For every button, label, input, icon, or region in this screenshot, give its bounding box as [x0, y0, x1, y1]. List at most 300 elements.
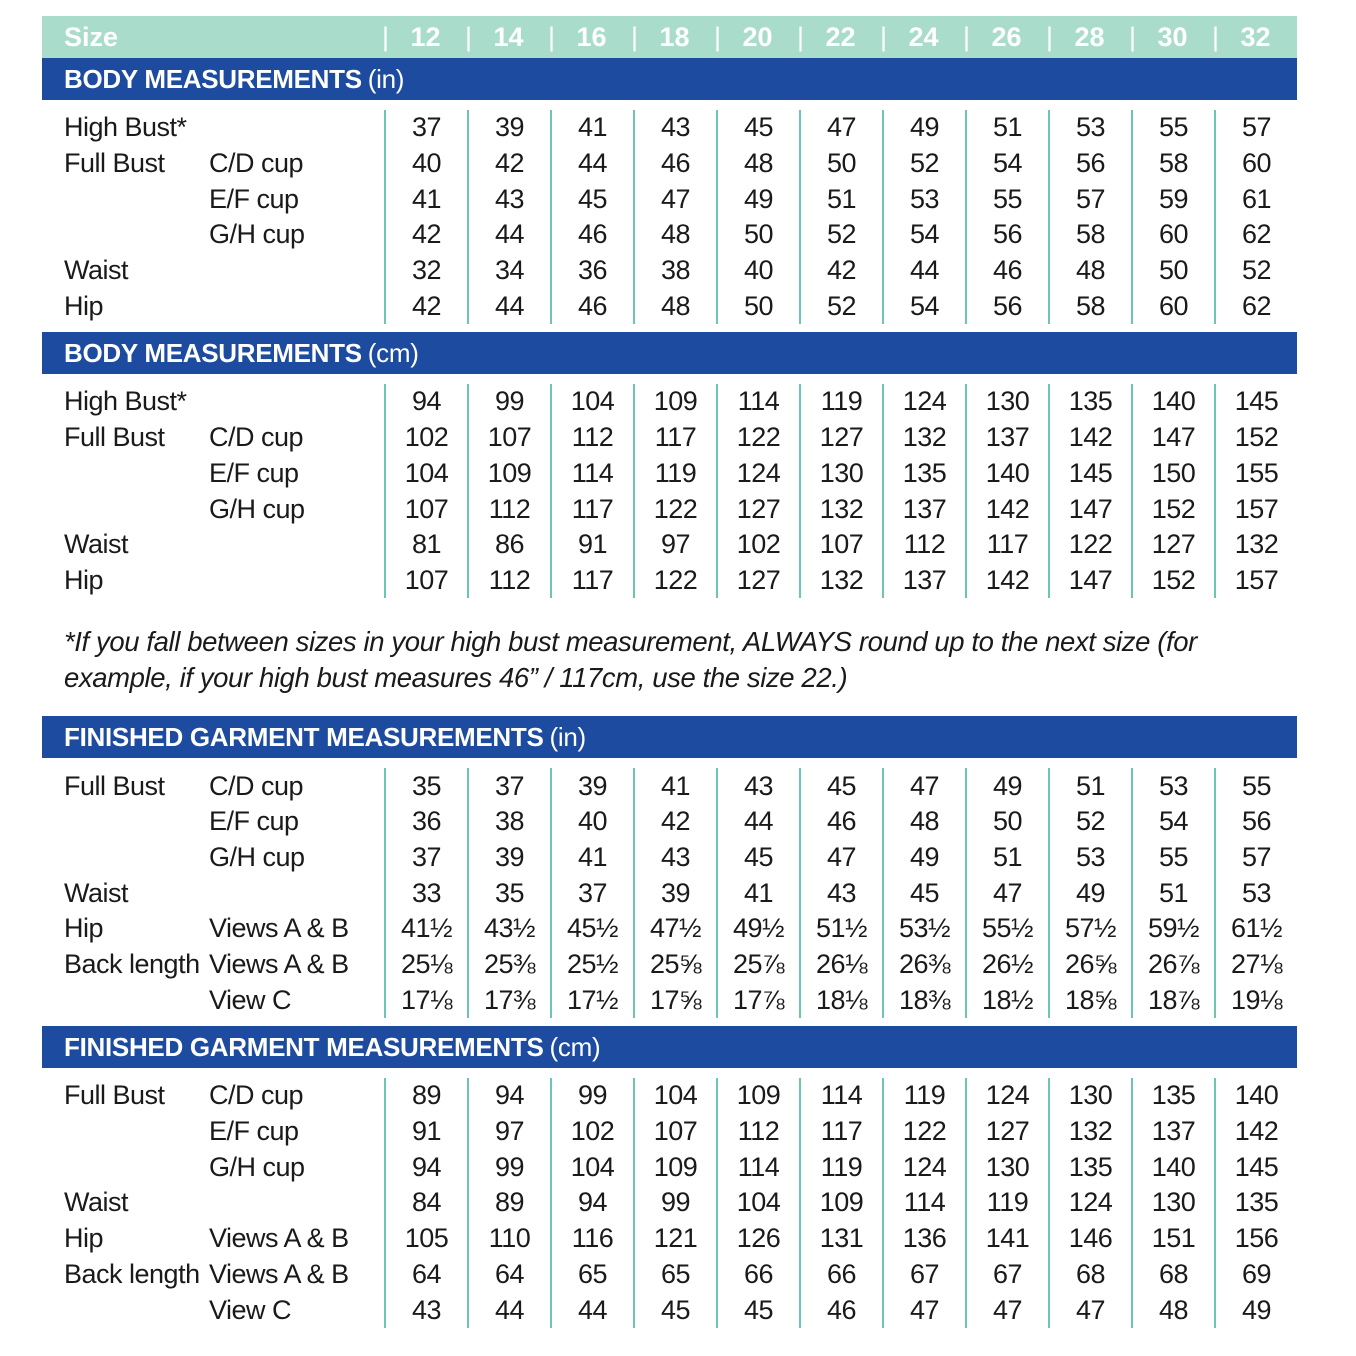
value-cell: 68 — [1048, 1257, 1131, 1293]
value-cell: 59½ — [1131, 911, 1214, 947]
value-cell: 25⅛ — [384, 947, 467, 983]
value-cell: 119 — [882, 1078, 965, 1114]
value-cell: 107 — [633, 1114, 716, 1150]
value-cell: 140 — [1131, 1149, 1214, 1185]
table-row — [42, 288, 1297, 324]
value-cell: 102 — [384, 420, 467, 456]
value-cell: 46 — [633, 146, 716, 182]
table-row — [42, 1149, 1297, 1185]
value-cell: 51 — [799, 181, 882, 217]
row-sublabel: Views A & B — [209, 913, 349, 944]
value-cell: 130 — [1048, 1078, 1131, 1114]
value-cell: 49 — [716, 181, 799, 217]
value-cell: 157 — [1214, 563, 1297, 599]
table-row — [42, 110, 1297, 146]
value-cell: 145 — [1048, 456, 1131, 492]
value-cell: 114 — [550, 456, 633, 492]
value-cell: 54 — [882, 288, 965, 324]
table-row — [42, 911, 1297, 947]
size-column-header: | 12 — [384, 22, 467, 53]
value-cell: 99 — [633, 1185, 716, 1221]
value-cell: 44 — [716, 804, 799, 840]
value-cell: 57 — [1048, 181, 1131, 217]
value-cell: 58 — [1048, 217, 1131, 253]
table-row — [42, 804, 1297, 840]
value-cell: 47 — [882, 768, 965, 804]
value-cell: 64 — [384, 1257, 467, 1293]
value-cell: 65 — [633, 1257, 716, 1293]
value-cell: 54 — [1131, 804, 1214, 840]
value-cell: 48 — [633, 288, 716, 324]
row-sublabel: G/H cup — [209, 1151, 305, 1182]
value-cell: 122 — [1048, 527, 1131, 563]
value-cell: 137 — [882, 563, 965, 599]
value-cell: 132 — [799, 563, 882, 599]
row-sublabel: E/F cup — [209, 183, 299, 214]
value-cell: 65 — [550, 1257, 633, 1293]
value-cell: 53 — [1214, 875, 1297, 911]
value-cell: 41 — [550, 840, 633, 876]
value-cell: 54 — [965, 146, 1048, 182]
size-column-header: | 30 — [1131, 22, 1214, 53]
value-cell: 117 — [550, 491, 633, 527]
value-cell: 40 — [384, 146, 467, 182]
value-cell: 136 — [882, 1221, 965, 1257]
value-cell: 57 — [1214, 110, 1297, 146]
row-label: Waist — [64, 529, 128, 560]
value-cell: 114 — [799, 1078, 882, 1114]
value-cell: 67 — [965, 1257, 1048, 1293]
value-cell: 41 — [633, 768, 716, 804]
value-cell: 43½ — [467, 911, 550, 947]
value-cell: 64 — [467, 1257, 550, 1293]
value-cell: 119 — [799, 384, 882, 420]
value-cell: 91 — [384, 1114, 467, 1150]
value-cell: 42 — [384, 217, 467, 253]
value-cell: 52 — [799, 217, 882, 253]
table-row — [42, 1185, 1297, 1221]
row-sublabel: C/D cup — [209, 1080, 304, 1111]
size-column-header: | 16 — [550, 22, 633, 53]
value-cell: 62 — [1214, 217, 1297, 253]
row-sublabel: View C — [209, 1294, 292, 1325]
value-cell: 135 — [1048, 384, 1131, 420]
table-row — [42, 527, 1297, 563]
value-cell: 140 — [1131, 384, 1214, 420]
row-sublabel: Views A & B — [209, 949, 349, 980]
section-unit: (cm) — [367, 337, 419, 368]
value-cell: 135 — [1131, 1078, 1214, 1114]
row-sublabel: View C — [209, 984, 292, 1015]
value-cell: 46 — [550, 288, 633, 324]
value-cell: 44 — [550, 1292, 633, 1328]
value-cell: 56 — [1048, 146, 1131, 182]
row-label: Hip — [64, 913, 104, 944]
row-label: Hip — [64, 564, 104, 595]
section-unit: (in) — [367, 63, 405, 94]
value-cell: 42 — [467, 146, 550, 182]
section-title: BODY MEASUREMENTS — [64, 63, 362, 94]
section-unit: (in) — [549, 721, 586, 752]
value-cell: 43 — [633, 110, 716, 146]
value-cell: 42 — [633, 804, 716, 840]
value-cell: 51½ — [799, 911, 882, 947]
value-cell: 145 — [1214, 1149, 1297, 1185]
table-row — [42, 491, 1297, 527]
value-cell: 48 — [633, 217, 716, 253]
value-cell: 36 — [550, 253, 633, 289]
value-cell: 43 — [633, 840, 716, 876]
value-cell: 97 — [633, 527, 716, 563]
value-cell: 56 — [1214, 804, 1297, 840]
value-cell: 17⅜ — [467, 982, 550, 1018]
value-cell: 107 — [384, 563, 467, 599]
value-cell: 119 — [799, 1149, 882, 1185]
value-cell: 25⅞ — [716, 947, 799, 983]
value-cell: 155 — [1214, 456, 1297, 492]
value-cell: 122 — [716, 420, 799, 456]
value-cell: 47 — [799, 840, 882, 876]
value-cell: 152 — [1131, 491, 1214, 527]
value-cell: 45 — [633, 1292, 716, 1328]
value-cell: 127 — [716, 563, 799, 599]
value-cell: 51 — [1131, 875, 1214, 911]
table-row — [42, 840, 1297, 876]
value-cell: 112 — [716, 1114, 799, 1150]
table-row — [42, 563, 1297, 599]
value-cell: 140 — [1214, 1078, 1297, 1114]
value-cell: 17⅞ — [716, 982, 799, 1018]
value-cell: 127 — [799, 420, 882, 456]
value-cell: 26⅛ — [799, 947, 882, 983]
table-row — [42, 456, 1297, 492]
value-cell: 53 — [1131, 768, 1214, 804]
value-cell: 114 — [716, 384, 799, 420]
value-cell: 140 — [965, 456, 1048, 492]
table-row — [42, 875, 1297, 911]
value-cell: 44 — [467, 1292, 550, 1328]
table-row — [42, 1114, 1297, 1150]
value-cell: 49 — [882, 110, 965, 146]
value-cell: 114 — [716, 1149, 799, 1185]
value-cell: 109 — [633, 384, 716, 420]
value-cell: 61 — [1214, 181, 1297, 217]
value-cell: 57½ — [1048, 911, 1131, 947]
value-cell: 107 — [799, 527, 882, 563]
value-cell: 39 — [467, 840, 550, 876]
value-cell: 119 — [965, 1185, 1048, 1221]
measurement-table — [42, 100, 1297, 332]
value-cell: 46 — [550, 217, 633, 253]
section-unit: (cm) — [549, 1031, 601, 1062]
size-column-header: | 26 — [965, 22, 1048, 53]
value-cell: 51 — [1048, 768, 1131, 804]
row-sublabel: E/F cup — [209, 806, 299, 837]
size-columns — [384, 22, 1297, 53]
table-row — [42, 982, 1297, 1018]
value-cell: 151 — [1131, 1221, 1214, 1257]
value-cell: 17½ — [550, 982, 633, 1018]
row-label: High Bust* — [64, 386, 187, 417]
value-cell: 47 — [633, 181, 716, 217]
value-cell: 43 — [384, 1292, 467, 1328]
value-cell: 89 — [384, 1078, 467, 1114]
value-cell: 40 — [716, 253, 799, 289]
value-cell: 49 — [1048, 875, 1131, 911]
value-cell: 47 — [882, 1292, 965, 1328]
value-cell: 59 — [1131, 181, 1214, 217]
row-sublabel: G/H cup — [209, 493, 305, 524]
value-cell: 112 — [882, 527, 965, 563]
value-cell: 130 — [799, 456, 882, 492]
value-cell: 58 — [1131, 146, 1214, 182]
value-cell: 49 — [882, 840, 965, 876]
value-cell: 41 — [550, 110, 633, 146]
table-row — [42, 420, 1297, 456]
value-cell: 126 — [716, 1221, 799, 1257]
section-title: FINISHED GARMENT MEASUREMENTS — [64, 721, 544, 752]
value-cell: 18⅝ — [1048, 982, 1131, 1018]
value-cell: 43 — [799, 875, 882, 911]
row-sublabel: C/D cup — [209, 770, 304, 801]
value-cell: 127 — [965, 1114, 1048, 1150]
value-cell: 37 — [384, 840, 467, 876]
size-label: Size — [64, 21, 119, 52]
value-cell: 55 — [1131, 110, 1214, 146]
value-cell: 50 — [1131, 253, 1214, 289]
value-cell: 112 — [467, 563, 550, 599]
value-cell: 89 — [467, 1185, 550, 1221]
value-cell: 33 — [384, 875, 467, 911]
value-cell: 127 — [716, 491, 799, 527]
value-cell: 62 — [1214, 288, 1297, 324]
value-cell: 67 — [882, 1257, 965, 1293]
measurement-table — [42, 758, 1297, 1026]
value-cell: 36 — [384, 804, 467, 840]
value-cell: 81 — [384, 527, 467, 563]
value-cell: 66 — [799, 1257, 882, 1293]
value-cell: 49 — [1214, 1292, 1297, 1328]
value-cell: 35 — [467, 875, 550, 911]
value-cell: 53½ — [882, 911, 965, 947]
table-row — [42, 1221, 1297, 1257]
value-cell: 17⅛ — [384, 982, 467, 1018]
value-cell: 26⅞ — [1131, 947, 1214, 983]
value-cell: 45 — [550, 181, 633, 217]
row-label: Full Bust — [64, 770, 165, 801]
value-cell: 44 — [467, 217, 550, 253]
value-cell: 37 — [550, 875, 633, 911]
value-cell: 52 — [1048, 804, 1131, 840]
value-cell: 69 — [1214, 1257, 1297, 1293]
value-cell: 50 — [716, 288, 799, 324]
row-sublabel: E/F cup — [209, 457, 299, 488]
row-label: Full Bust — [64, 1080, 165, 1111]
value-cell: 117 — [633, 420, 716, 456]
row-sublabel: G/H cup — [209, 841, 305, 872]
value-cell: 49 — [965, 768, 1048, 804]
value-cell: 86 — [467, 527, 550, 563]
row-sublabel: Views A & B — [209, 1258, 349, 1289]
value-cell: 58 — [1048, 288, 1131, 324]
table-row — [42, 768, 1297, 804]
value-cell: 51 — [965, 840, 1048, 876]
measurement-table — [42, 374, 1297, 606]
row-sublabel: G/H cup — [209, 219, 305, 250]
table-row — [42, 181, 1297, 217]
value-cell: 107 — [467, 420, 550, 456]
value-cell: 45 — [799, 768, 882, 804]
section-header — [42, 1026, 1297, 1068]
value-cell: 46 — [965, 253, 1048, 289]
value-cell: 43 — [716, 768, 799, 804]
size-column-header: | 20 — [716, 22, 799, 53]
value-cell: 112 — [550, 420, 633, 456]
value-cell: 145 — [1214, 384, 1297, 420]
value-cell: 94 — [384, 384, 467, 420]
section-header — [42, 58, 1297, 100]
value-cell: 55 — [1214, 768, 1297, 804]
table-row — [42, 146, 1297, 182]
value-cell: 44 — [467, 288, 550, 324]
value-cell: 37 — [467, 768, 550, 804]
value-cell: 130 — [965, 384, 1048, 420]
size-column-header: | 32 — [1214, 22, 1297, 53]
value-cell: 152 — [1131, 563, 1214, 599]
value-cell: 137 — [965, 420, 1048, 456]
size-chart — [42, 16, 1297, 1336]
row-label: Back length — [64, 1258, 200, 1289]
value-cell: 142 — [1048, 420, 1131, 456]
value-cell: 119 — [633, 456, 716, 492]
value-cell: 40 — [550, 804, 633, 840]
size-column-header: | 24 — [882, 22, 965, 53]
value-cell: 37 — [384, 110, 467, 146]
value-cell: 48 — [1048, 253, 1131, 289]
value-cell: 102 — [716, 527, 799, 563]
value-cell: 127 — [1131, 527, 1214, 563]
value-cell: 35 — [384, 768, 467, 804]
section-finished-in — [42, 716, 1297, 1026]
value-cell: 157 — [1214, 491, 1297, 527]
value-cell: 38 — [467, 804, 550, 840]
value-cell: 109 — [467, 456, 550, 492]
value-cell: 114 — [882, 1185, 965, 1221]
value-cell: 42 — [384, 288, 467, 324]
value-cell: 135 — [1048, 1149, 1131, 1185]
value-cell: 147 — [1048, 491, 1131, 527]
value-cell: 137 — [882, 491, 965, 527]
value-cell: 48 — [1131, 1292, 1214, 1328]
value-cell: 39 — [550, 768, 633, 804]
value-cell: 26⅝ — [1048, 947, 1131, 983]
row-sublabel: E/F cup — [209, 1116, 299, 1147]
value-cell: 18⅛ — [799, 982, 882, 1018]
value-cell: 19⅛ — [1214, 982, 1297, 1018]
value-cell: 132 — [799, 491, 882, 527]
value-cell: 51 — [965, 110, 1048, 146]
value-cell: 135 — [882, 456, 965, 492]
value-cell: 104 — [384, 456, 467, 492]
value-cell: 27⅛ — [1214, 947, 1297, 983]
value-cell: 52 — [882, 146, 965, 182]
value-cell: 105 — [384, 1221, 467, 1257]
value-cell: 48 — [716, 146, 799, 182]
value-cell: 94 — [467, 1078, 550, 1114]
value-cell: 34 — [467, 253, 550, 289]
value-cell: 117 — [965, 527, 1048, 563]
table-row — [42, 217, 1297, 253]
value-cell: 104 — [716, 1185, 799, 1221]
value-cell: 61½ — [1214, 911, 1297, 947]
value-cell: 56 — [965, 217, 1048, 253]
value-cell: 60 — [1131, 217, 1214, 253]
high-bust-footnote: *If you fall between sizes in your high bust measurement, ALWAYS round up to the next size (for example, if your high bust measures 46” / 117cm, use the size 22.) — [64, 626, 1197, 694]
value-cell: 137 — [1131, 1114, 1214, 1150]
value-cell: 109 — [799, 1185, 882, 1221]
value-cell: 97 — [467, 1114, 550, 1150]
table-row — [42, 384, 1297, 420]
value-cell: 147 — [1131, 420, 1214, 456]
value-cell: 41½ — [384, 911, 467, 947]
value-cell: 48 — [882, 804, 965, 840]
value-cell: 102 — [550, 1114, 633, 1150]
value-cell: 124 — [1048, 1185, 1131, 1221]
value-cell: 54 — [882, 217, 965, 253]
row-sublabel: C/D cup — [209, 422, 304, 453]
value-cell: 25⅝ — [633, 947, 716, 983]
section-header — [42, 716, 1297, 758]
value-cell: 25⅜ — [467, 947, 550, 983]
value-cell: 68 — [1131, 1257, 1214, 1293]
value-cell: 146 — [1048, 1221, 1131, 1257]
value-cell: 132 — [1214, 527, 1297, 563]
table-row — [42, 947, 1297, 983]
value-cell: 131 — [799, 1221, 882, 1257]
value-cell: 117 — [550, 563, 633, 599]
value-cell: 99 — [467, 1149, 550, 1185]
value-cell: 110 — [467, 1221, 550, 1257]
size-column-header: | 18 — [633, 22, 716, 53]
value-cell: 142 — [965, 563, 1048, 599]
value-cell: 52 — [799, 288, 882, 324]
value-cell: 109 — [716, 1078, 799, 1114]
size-header-row — [42, 16, 1297, 58]
value-cell: 124 — [965, 1078, 1048, 1114]
row-label: High Bust* — [64, 112, 187, 143]
value-cell: 32 — [384, 253, 467, 289]
row-sublabel: C/D cup — [209, 148, 304, 179]
value-cell: 84 — [384, 1185, 467, 1221]
row-label: Waist — [64, 877, 128, 908]
value-cell: 55 — [1131, 840, 1214, 876]
table-row — [42, 253, 1297, 289]
value-cell: 46 — [799, 1292, 882, 1328]
value-cell: 57 — [1214, 840, 1297, 876]
value-cell: 116 — [550, 1221, 633, 1257]
value-cell: 142 — [1214, 1114, 1297, 1150]
value-cell: 26⅜ — [882, 947, 965, 983]
value-cell: 104 — [550, 1149, 633, 1185]
value-cell: 130 — [1131, 1185, 1214, 1221]
value-cell: 53 — [1048, 840, 1131, 876]
row-label: Back length — [64, 949, 200, 980]
row-label: Full Bust — [64, 422, 165, 453]
value-cell: 44 — [882, 253, 965, 289]
value-cell: 45 — [716, 110, 799, 146]
row-label: Waist — [64, 1187, 128, 1218]
row-label: Full Bust — [64, 148, 165, 179]
